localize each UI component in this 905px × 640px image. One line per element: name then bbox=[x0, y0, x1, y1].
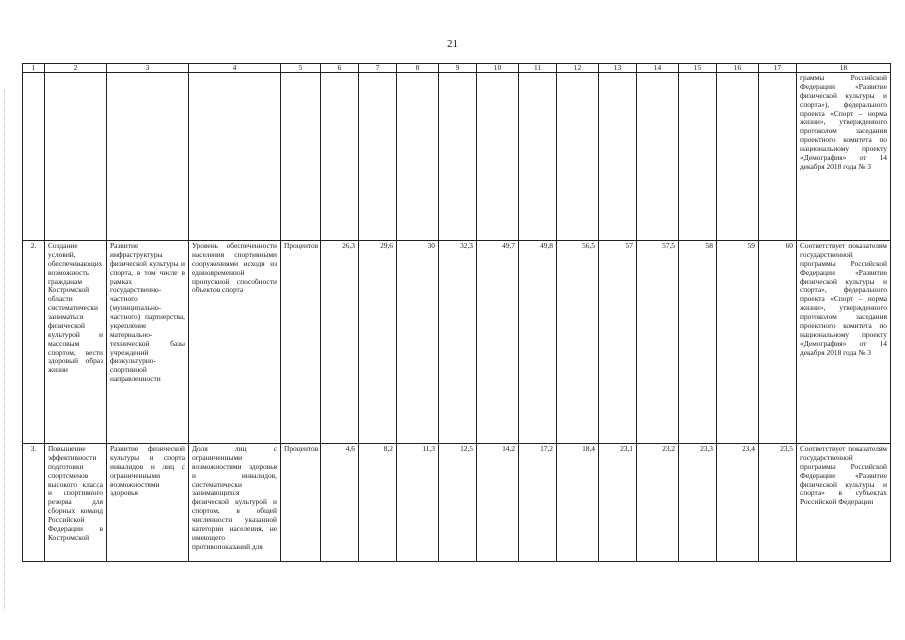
table-cell-col-17: 23,5 bbox=[759, 444, 797, 562]
column-number-6: 6 bbox=[321, 64, 359, 73]
table-cell-col-9 bbox=[439, 73, 477, 241]
column-number-5: 5 bbox=[281, 64, 321, 73]
program-indicators-table bbox=[22, 63, 891, 562]
column-number-row bbox=[23, 64, 891, 73]
table-cell-col-15 bbox=[679, 73, 717, 241]
column-number-13: 13 bbox=[599, 64, 637, 73]
column-number-10: 10 bbox=[477, 64, 519, 73]
column-number-7: 7 bbox=[359, 64, 397, 73]
column-number-2: 2 bbox=[45, 64, 107, 73]
table-cell-col-13 bbox=[599, 73, 637, 241]
column-number-15: 15 bbox=[679, 64, 717, 73]
column-number-8: 8 bbox=[397, 64, 439, 73]
table-cell-col-17: 60 bbox=[759, 241, 797, 444]
table-row bbox=[23, 241, 891, 444]
table-cell-col-12: 56,5 bbox=[557, 241, 599, 444]
table-cell-col-14: 57,5 bbox=[637, 241, 679, 444]
table-cell-col-10: 14,2 bbox=[477, 444, 519, 562]
table-cell-col-9: 32,3 bbox=[439, 241, 477, 444]
table-cell-col-16: 23,4 bbox=[717, 444, 759, 562]
column-number-18: 18 bbox=[797, 64, 891, 73]
table-cell-col-13: 23,1 bbox=[599, 444, 637, 562]
table-cell-col-1: 2. bbox=[23, 241, 45, 444]
page-number: 21 bbox=[447, 38, 458, 50]
table-cell-col-4: Доля лиц с ограниченными возможностями здоровья и инвалидов, систематически занимающихся физической культурой и спортом, в общей численности указанной категории населения, не имеющего противопоказаний для bbox=[189, 444, 281, 562]
table-cell-col-12 bbox=[557, 73, 599, 241]
table-row bbox=[23, 73, 891, 241]
table-cell-col-2: Повышение эффективности подготовки спортсменов высокого класса и спортивного резерва для сборных команд Российской Федерации в Костромской bbox=[45, 444, 107, 562]
table-cell-col-7: 29,6 bbox=[359, 241, 397, 444]
column-number-4: 4 bbox=[189, 64, 281, 73]
table-cell-col-7: 8,2 bbox=[359, 444, 397, 562]
table-cell-col-3: Развитие инфраструктуры физической культуры и спорта, в том числе в рамках государственно-частного (муниципально-частного) партнерства, укрепление материально-технической базы учреждений физкультурно-спортивной направленности bbox=[107, 241, 189, 444]
table-cell-col-10 bbox=[477, 73, 519, 241]
table-cell-col-15: 58 bbox=[679, 241, 717, 444]
table-cell-col-2 bbox=[45, 73, 107, 241]
table-cell-col-18: граммы Российской Федерации «Развитие физической культуры и спорта»), федерального проекта «Спорт – норма жизни», утвержденного протоколом заседания проектного комитета по национальному проекту «Демография» от 14 декабря 2018 года № 3 bbox=[797, 73, 891, 241]
table-cell-col-11: 49,8 bbox=[519, 241, 557, 444]
table-cell-col-10: 49,7 bbox=[477, 241, 519, 444]
table-cell-col-1: 3. bbox=[23, 444, 45, 562]
table-cell-col-6 bbox=[321, 73, 359, 241]
table-cell-col-7 bbox=[359, 73, 397, 241]
table-cell-col-1 bbox=[23, 73, 45, 241]
table-cell-col-13: 57 bbox=[599, 241, 637, 444]
table-cell-col-6: 4,6 bbox=[321, 444, 359, 562]
table-cell-col-5: Процентов bbox=[281, 444, 321, 562]
table-cell-col-9: 12,5 bbox=[439, 444, 477, 562]
column-number-9: 9 bbox=[439, 64, 477, 73]
table-cell-col-14: 23,2 bbox=[637, 444, 679, 562]
table-cell-col-8 bbox=[397, 73, 439, 241]
table-cell-col-12: 18,4 bbox=[557, 444, 599, 562]
table-cell-col-16: 59 bbox=[717, 241, 759, 444]
table-cell-col-3: Развитие физической культуры и спорта инвалидов и лиц с ограниченными возможностями здоровья bbox=[107, 444, 189, 562]
table-cell-col-5: Процентов bbox=[281, 241, 321, 444]
column-number-3: 3 bbox=[107, 64, 189, 73]
table-cell-col-11 bbox=[519, 73, 557, 241]
table-cell-col-17 bbox=[759, 73, 797, 241]
table-cell-col-4: Уровень обеспеченности населения спортивными сооружениями исходя из единовременной пропускной способности объектов спорта bbox=[189, 241, 281, 444]
table-cell-col-18: Соответствует показателям государственной программы Российской Федерации «Развитие физической культуры и спорта» в субъектах Российской Федерации bbox=[797, 444, 891, 562]
column-number-14: 14 bbox=[637, 64, 679, 73]
table-cell-col-16 bbox=[717, 73, 759, 241]
table-cell-col-2: Создание условий, обеспечивающих возможность гражданам Костромской области систематически заниматься физической культурой и массовым спортом, вести здоровый образ жизни bbox=[45, 241, 107, 444]
margin-dotted-line bbox=[4, 90, 5, 610]
table-cell-col-8: 30 bbox=[397, 241, 439, 444]
table-cell-col-3 bbox=[107, 73, 189, 241]
table-cell-col-18: Соответствует показателям государственной программы Российской Федерации «Развитие физической культуры и спорта», федерального проекта «Спорт – норма жизни», утвержденного протоколом заседания проектного комитета по национальному проекту «Демография» от 14 декабря 2018 года № 3 bbox=[797, 241, 891, 444]
column-number-11: 11 bbox=[519, 64, 557, 73]
column-number-1: 1 bbox=[23, 64, 45, 73]
table-cell-col-8: 11,3 bbox=[397, 444, 439, 562]
table-cell-col-11: 17,2 bbox=[519, 444, 557, 562]
table-cell-col-15: 23,3 bbox=[679, 444, 717, 562]
table-cell-col-4 bbox=[189, 73, 281, 241]
column-number-17: 17 bbox=[759, 64, 797, 73]
table-row bbox=[23, 444, 891, 562]
column-number-16: 16 bbox=[717, 64, 759, 73]
table-cell-col-5 bbox=[281, 73, 321, 241]
table-cell-col-14 bbox=[637, 73, 679, 241]
table-cell-col-6: 26,3 bbox=[321, 241, 359, 444]
column-number-12: 12 bbox=[557, 64, 599, 73]
